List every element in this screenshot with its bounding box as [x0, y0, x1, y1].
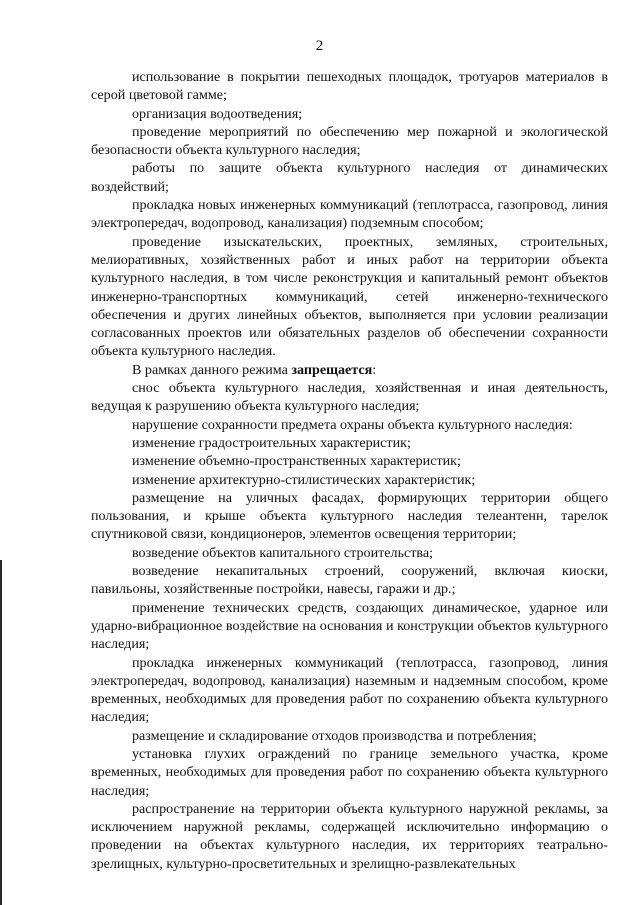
paragraph-drainage: организация водоотведения;	[132, 105, 303, 122]
paragraph-paving-materials: использование в покрытии пешеходных площадок, тротуаров материалов в серой цветовой гамме;	[91, 69, 608, 104]
paragraph-fire-ecology-safety: проведение мероприятий по обеспечению мер пожарной и экологической безопасности объекта культурного наследия;	[91, 123, 608, 159]
paragraph-capital-construction: возведение объектов капитального строительства;	[132, 544, 434, 561]
paragraph-demolition: снос объекта культурного наследия, хозяйственная и иная деятельность, ведущая к разрушению объекта культурного наследия;	[91, 380, 608, 415]
paragraph-overground-utilities: прокладка инженерных коммуникаций (теплотрасса, газопровод, линия электропередач, водопровод, канализация) наземным и надземным способом, кроме временных, необходимых для проведения работ по сохранению объекта культурного наследия;	[91, 654, 608, 726]
page-number: 2	[315, 38, 324, 54]
paragraph-advertising: распространение на территории объекта культурного наружной рекламы, за исключением наружной рекламы, содержащей исключительно информацию о проведении на объектах культурного наследия, их территориях театрально-зрелищных, культурно-просветительных и зрелищно-развлекательных	[91, 800, 608, 872]
paragraph-temporary-structures: возведение некапитальных строений, сооружений, включая киоски, павильоны, хозяйственные постройки, навесы, гаражи и др.;	[91, 563, 608, 598]
paragraph-prohibited-intro	[91, 361, 608, 379]
paragraph-dynamic-protection: работы по защите объекта культурного наследия от динамических воздействий;	[91, 160, 608, 195]
paragraph-fences: установка глухих ограждений по границе земельного участка, кроме временных, необходимых для проведения работ по сохранению объекта культурного наследия;	[91, 745, 608, 799]
paragraph-style-characteristics: изменение архитектурно-стилистических характеристик;	[132, 471, 476, 488]
prohibited-intro-suffix: :	[372, 361, 377, 378]
paragraph-underground-utilities: прокладка новых инженерных коммуникаций (теплотрасса, газопровод, линия электропередач, водопровод, канализация) подземным способом;	[91, 197, 608, 232]
paragraph-protection-subject: нарушение сохранности предмета охраны объекта культурного наследия:	[132, 416, 573, 433]
paragraph-permitted-works: проведение изыскательских, проектных, земляных, строительных, мелиоративных, хозяйственных работ и иных работ на территории объекта культурного наследия, в том числе реконструкция и капитальный ремонт объектов инженерно-транспортных коммуникаций, сетей инженерно-технического обеспечения и других линейных объектов, выполняется при условии реализации согласованных проектов или обязательных разделов об обеспечении сохранности объекта культурного наследия.	[91, 233, 608, 360]
paragraph-urban-characteristics: изменение градостроительных характеристик;	[132, 434, 411, 451]
paragraph-facade-equipment: размещение на уличных фасадах, формирующих территории общего пользования, и крыше объекта культурного наследия телеантенн, тарелок спутниковой связи, кондиционеров, элементов освещения территории;	[91, 489, 608, 543]
document-body	[91, 68, 608, 873]
prohibited-emphasis: запрещается	[291, 361, 373, 378]
paragraph-dynamic-impact: применение технических средств, создающих динамическое, ударное или ударно-вибрационное воздействие на основания и конструкции объектов культурного наследия;	[91, 599, 608, 653]
scan-edge-line	[0, 560, 2, 905]
prohibited-intro-prefix: В рамках данного режима	[132, 361, 292, 378]
paragraph-waste-storage: размещение и складирование отходов производства и потребления;	[132, 727, 537, 744]
paragraph-volume-characteristics: изменение объемно-пространственных характеристик;	[132, 453, 461, 470]
